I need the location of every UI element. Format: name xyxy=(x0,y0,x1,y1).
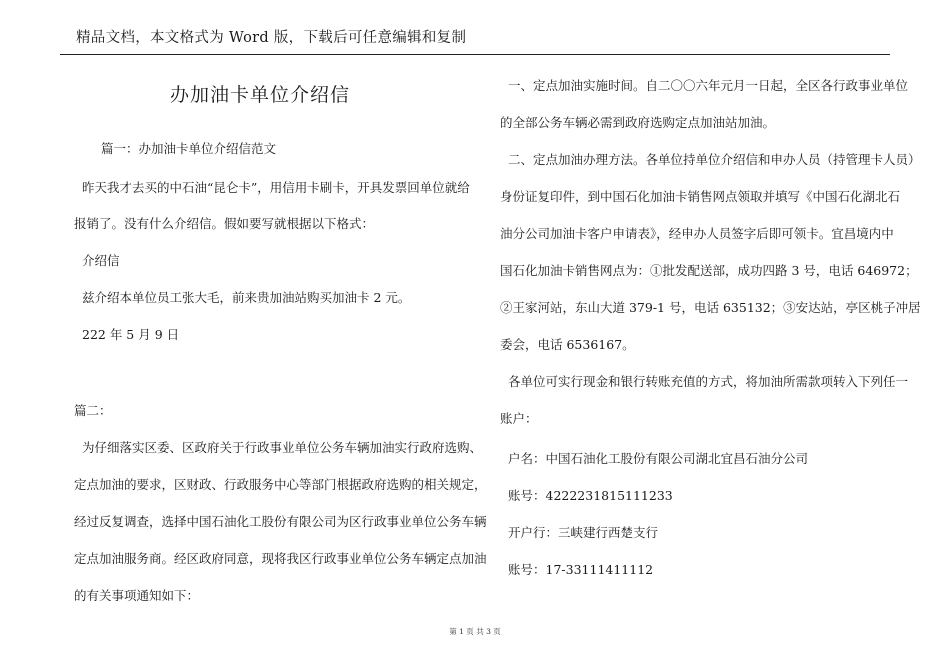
page-number: 第 1 页 共 3 页 xyxy=(449,627,501,636)
right-line: 各单位可实行现金和银行转账充值的方式，将加油所需款项转入下列任一 xyxy=(508,374,909,389)
right-line: 账户： xyxy=(500,411,538,426)
left-line: 的有关事项通知如下： xyxy=(74,588,200,603)
left-line: 兹介绍本单位员工张大毛，前来贵加油站购买加油卡 2 元。 xyxy=(82,290,411,305)
left-line: 报销了。没有什么介绍信。假如要写就根据以下格式： xyxy=(74,216,375,231)
header-text: 精品文档，本文格式为 Word 版，下载后可任意编辑和复制 xyxy=(76,30,467,46)
right-line: 身份证复印件，到中国石化加油卡销售网点领取并填写《中国石化湖北石 xyxy=(500,189,901,204)
document-title: 办加油卡单位介绍信 xyxy=(170,84,351,106)
right-line: 委会，电话 6536167。 xyxy=(500,337,635,352)
right-line: 账号：4222231815111233 xyxy=(508,488,673,503)
right-line: ②王家河站，东山大道 379-1 号，电话 635132；③安达站，亭区桃子冲居 xyxy=(500,300,921,315)
left-line: 222 年 5 月 9 日 xyxy=(82,327,180,342)
left-line: 介绍信 xyxy=(82,253,120,268)
right-line: 开户行：三峡建行西楚支行 xyxy=(508,525,659,540)
right-line: 油分公司加油卡客户申请表》，经申办人员签字后即可领卡。宜昌境内中 xyxy=(500,226,894,241)
right-line: 户名：中国石油化工股份有限公司湖北宜昌石油分公司 xyxy=(508,451,809,466)
right-line: 一、定点加油实施时间。自二〇〇六年元月一日起，全区各行政事业单位 xyxy=(508,78,909,93)
header-divider xyxy=(60,54,890,55)
right-line: 账号：17-33111411112 xyxy=(508,562,654,577)
right-line: 的全部公务车辆必需到政府选购定点加油站加油。 xyxy=(500,115,776,130)
left-line: 为仔细落实区委、区政府关于行政事业单位公务车辆加油实行政府选购、 xyxy=(82,440,483,455)
left-line: 定点加油的要求，区财政、行政服务中心等部门根据政府选购的相关规定， xyxy=(74,477,487,492)
left-line: 定点加油服务商。经区政府同意，现将我区行政事业单位公务车辆定点加油 xyxy=(74,551,487,566)
right-line: 二、定点加油办理方法。各单位持单位介绍信和申办人员（持管理卡人员） xyxy=(508,152,921,167)
left-line: 昨天我才去买的中石油“昆仑卡”，用信用卡刷卡，开具发票回单位就给 xyxy=(82,180,470,195)
left-line: 经过反复调查，选择中国石油化工股份有限公司为区行政事业单位公务车辆 xyxy=(74,514,487,529)
right-line: 国石化加油卡销售网点为：①批发配送部，成功四路 3 号，电话 646972； xyxy=(500,263,918,278)
left-line: 篇一：办加油卡单位介绍信范文 xyxy=(101,141,277,156)
left-line: 篇二： xyxy=(74,403,112,418)
